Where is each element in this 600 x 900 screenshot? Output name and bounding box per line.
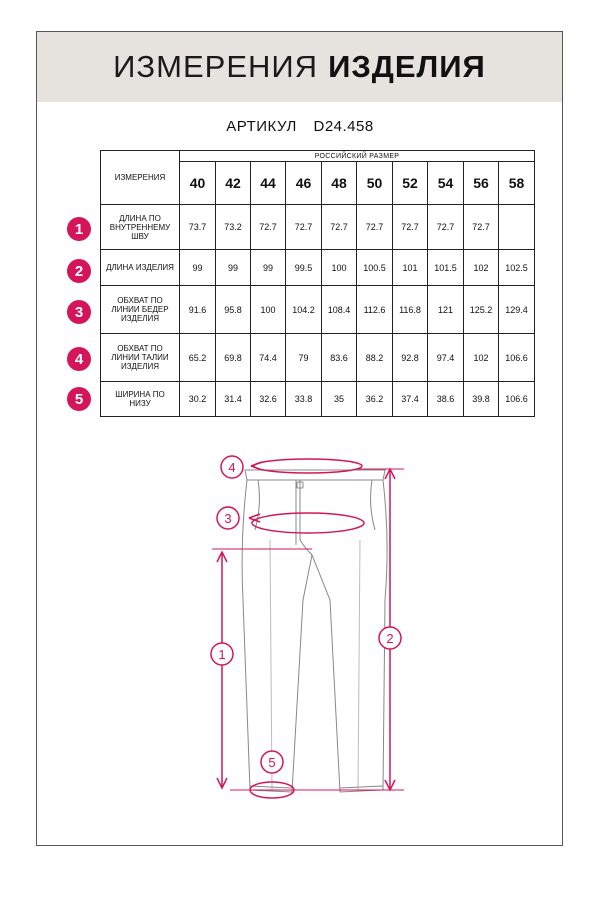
value-cell: 72.7	[286, 205, 322, 250]
row-label: ДЛИНА ИЗДЕЛИЯ	[101, 250, 180, 286]
size-header: 50	[357, 162, 393, 205]
value-cell: 39.8	[464, 382, 499, 417]
title-bold: ИЗДЕЛИЯ	[328, 49, 486, 84]
row-number-badge: 3	[67, 300, 91, 324]
row-label: ОБХВАТ ПО ЛИНИИ ТАЛИИ ИЗДЕЛИЯ	[101, 334, 180, 382]
value-cell: 83.6	[322, 334, 357, 382]
value-cell: 92.8	[393, 334, 428, 382]
row-number-badge: 2	[67, 259, 91, 283]
value-cell: 88.2	[357, 334, 393, 382]
row-label: ДЛИНА ПО ВНУТРЕННЕМУ ШВУ	[101, 205, 180, 250]
table-row	[101, 205, 535, 250]
row-label: ШИРИНА ПО НИЗУ	[101, 382, 180, 417]
size-system-header: РОССИЙСКИЙ РАЗМЕР	[180, 151, 535, 162]
value-cell: 99.5	[286, 250, 322, 286]
value-cell: 102	[464, 334, 499, 382]
value-cell: 72.7	[251, 205, 286, 250]
measurements-header: ИЗМЕРЕНИЯ	[101, 151, 180, 205]
diagram-labels	[211, 456, 401, 773]
diagram-label: 1	[218, 647, 226, 662]
size-header: 56	[464, 162, 499, 205]
value-cell: 100	[251, 286, 286, 334]
value-cell: 72.7	[357, 205, 393, 250]
title-light: ИЗМЕРЕНИЯ	[113, 49, 319, 84]
row-number-badge: 4	[67, 347, 91, 371]
size-header: 58	[499, 162, 535, 205]
value-cell: 95.8	[216, 286, 251, 334]
value-cell: 104.2	[286, 286, 322, 334]
table-row	[101, 286, 535, 334]
value-cell: 102.5	[499, 250, 535, 286]
table-row	[101, 250, 535, 286]
article-label: АРТИКУЛ	[226, 118, 297, 135]
size-header: 42	[216, 162, 251, 205]
value-cell: 99	[216, 250, 251, 286]
value-cell: 35	[322, 382, 357, 417]
size-table	[100, 150, 535, 417]
measurement-lines	[212, 459, 404, 798]
article-line	[0, 118, 600, 135]
value-cell: 72.7	[393, 205, 428, 250]
value-cell: 91.6	[180, 286, 216, 334]
value-cell: 100	[322, 250, 357, 286]
value-cell: 101.5	[428, 250, 464, 286]
trousers-diagram	[0, 440, 600, 820]
value-cell: 72.7	[322, 205, 357, 250]
article-code: D24.458	[313, 118, 374, 135]
value-cell: 129.4	[499, 286, 535, 334]
value-cell: 31.4	[216, 382, 251, 417]
size-header: 46	[286, 162, 322, 205]
size-header: 48	[322, 162, 357, 205]
title-banner	[37, 32, 562, 102]
value-cell: 33.8	[286, 382, 322, 417]
value-cell: 101	[393, 250, 428, 286]
table-row	[101, 334, 535, 382]
value-cell: 73.2	[216, 205, 251, 250]
value-cell: 72.7	[464, 205, 499, 250]
value-cell	[499, 205, 535, 250]
value-cell: 106.6	[499, 334, 535, 382]
size-header: 40	[180, 162, 216, 205]
value-cell: 125.2	[464, 286, 499, 334]
row-number-badge: 5	[67, 387, 91, 411]
value-cell: 108.4	[322, 286, 357, 334]
value-cell: 36.2	[357, 382, 393, 417]
value-cell: 79	[286, 334, 322, 382]
value-cell: 100.5	[357, 250, 393, 286]
size-header: 54	[428, 162, 464, 205]
size-header: 44	[251, 162, 286, 205]
value-cell: 73.7	[180, 205, 216, 250]
value-cell: 72.7	[428, 205, 464, 250]
value-cell: 37.4	[393, 382, 428, 417]
value-cell: 102	[464, 250, 499, 286]
row-label: ОБХВАТ ПО ЛИНИИ БЕДЕР ИЗДЕЛИЯ	[101, 286, 180, 334]
diagram-label: 2	[386, 631, 394, 646]
diagram-label: 5	[268, 755, 276, 770]
value-cell: 99	[180, 250, 216, 286]
value-cell: 38.6	[428, 382, 464, 417]
value-cell: 106.6	[499, 382, 535, 417]
value-cell: 74.4	[251, 334, 286, 382]
value-cell: 65.2	[180, 334, 216, 382]
value-cell: 97.4	[428, 334, 464, 382]
value-cell: 30.2	[180, 382, 216, 417]
trousers-outline	[242, 470, 387, 792]
row-number-badge: 1	[67, 217, 91, 241]
value-cell: 112.6	[357, 286, 393, 334]
diagram-label: 3	[224, 511, 232, 526]
value-cell: 32.6	[251, 382, 286, 417]
table-row	[101, 382, 535, 417]
value-cell: 121	[428, 286, 464, 334]
size-header: 52	[393, 162, 428, 205]
diagram-label: 4	[228, 460, 236, 475]
value-cell: 99	[251, 250, 286, 286]
value-cell: 69.8	[216, 334, 251, 382]
value-cell: 116.8	[393, 286, 428, 334]
